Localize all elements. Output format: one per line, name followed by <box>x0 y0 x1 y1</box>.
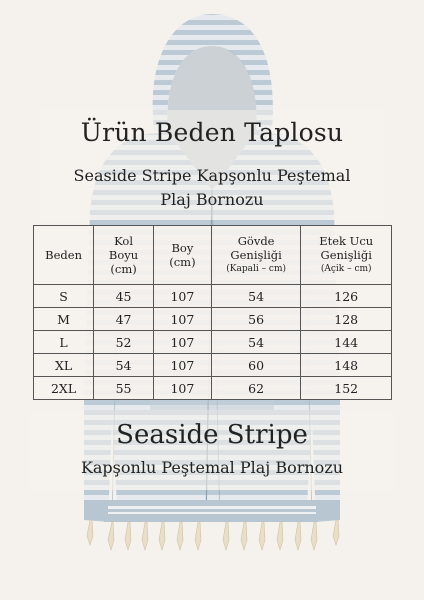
cell-sleeve: 55 <box>94 377 154 400</box>
table-row <box>34 354 392 377</box>
cell-length: 107 <box>154 285 212 308</box>
cell-sleeve: 45 <box>94 285 154 308</box>
cell-length: 107 <box>154 354 212 377</box>
cell-size: 2XL <box>34 377 94 400</box>
table-row <box>34 377 392 400</box>
collection-subtitle: Kapşonlu Peştemal Plaj Bornozu <box>80 458 344 477</box>
cell-length: 107 <box>154 377 212 400</box>
header-size: Beden <box>34 226 94 285</box>
table-row <box>34 331 392 354</box>
cell-body-width: 60 <box>211 354 301 377</box>
cell-body-width: 54 <box>211 331 301 354</box>
header-hem-width: Etek Ucu Genişliği (Açik – cm) <box>301 226 392 285</box>
table-row <box>34 285 392 308</box>
cell-hem-width: 144 <box>301 331 392 354</box>
table-header-row <box>34 226 392 285</box>
header-sleeve-length: Kol Boyu (cm) <box>94 226 154 285</box>
header-body-width: Gövde Genişliği (Kapali – cm) <box>211 226 301 285</box>
cell-size: M <box>34 308 94 331</box>
cell-size: L <box>34 331 94 354</box>
cell-length: 107 <box>154 308 212 331</box>
cell-length: 107 <box>154 331 212 354</box>
cell-hem-width: 148 <box>301 354 392 377</box>
cell-hem-width: 126 <box>301 285 392 308</box>
cell-hem-width: 152 <box>301 377 392 400</box>
cell-hem-width: 128 <box>301 308 392 331</box>
cell-sleeve: 52 <box>94 331 154 354</box>
cell-sleeve: 54 <box>94 354 154 377</box>
size-chart-table <box>33 225 392 400</box>
product-name-line1: Seaside Stripe Kapşonlu Peştemal <box>73 166 351 185</box>
product-name-line2: Plaj Bornozu <box>160 190 264 209</box>
cell-size: S <box>34 285 94 308</box>
page-title: Ürün Beden Taplosu <box>80 118 344 147</box>
cell-body-width: 54 <box>211 285 301 308</box>
cell-sleeve: 47 <box>94 308 154 331</box>
cell-body-width: 56 <box>211 308 301 331</box>
cell-body-width: 62 <box>211 377 301 400</box>
table-row <box>34 308 392 331</box>
cell-size: XL <box>34 354 94 377</box>
collection-title: Seaside Stripe <box>116 420 308 450</box>
header-length: Boy (cm) <box>154 226 212 285</box>
